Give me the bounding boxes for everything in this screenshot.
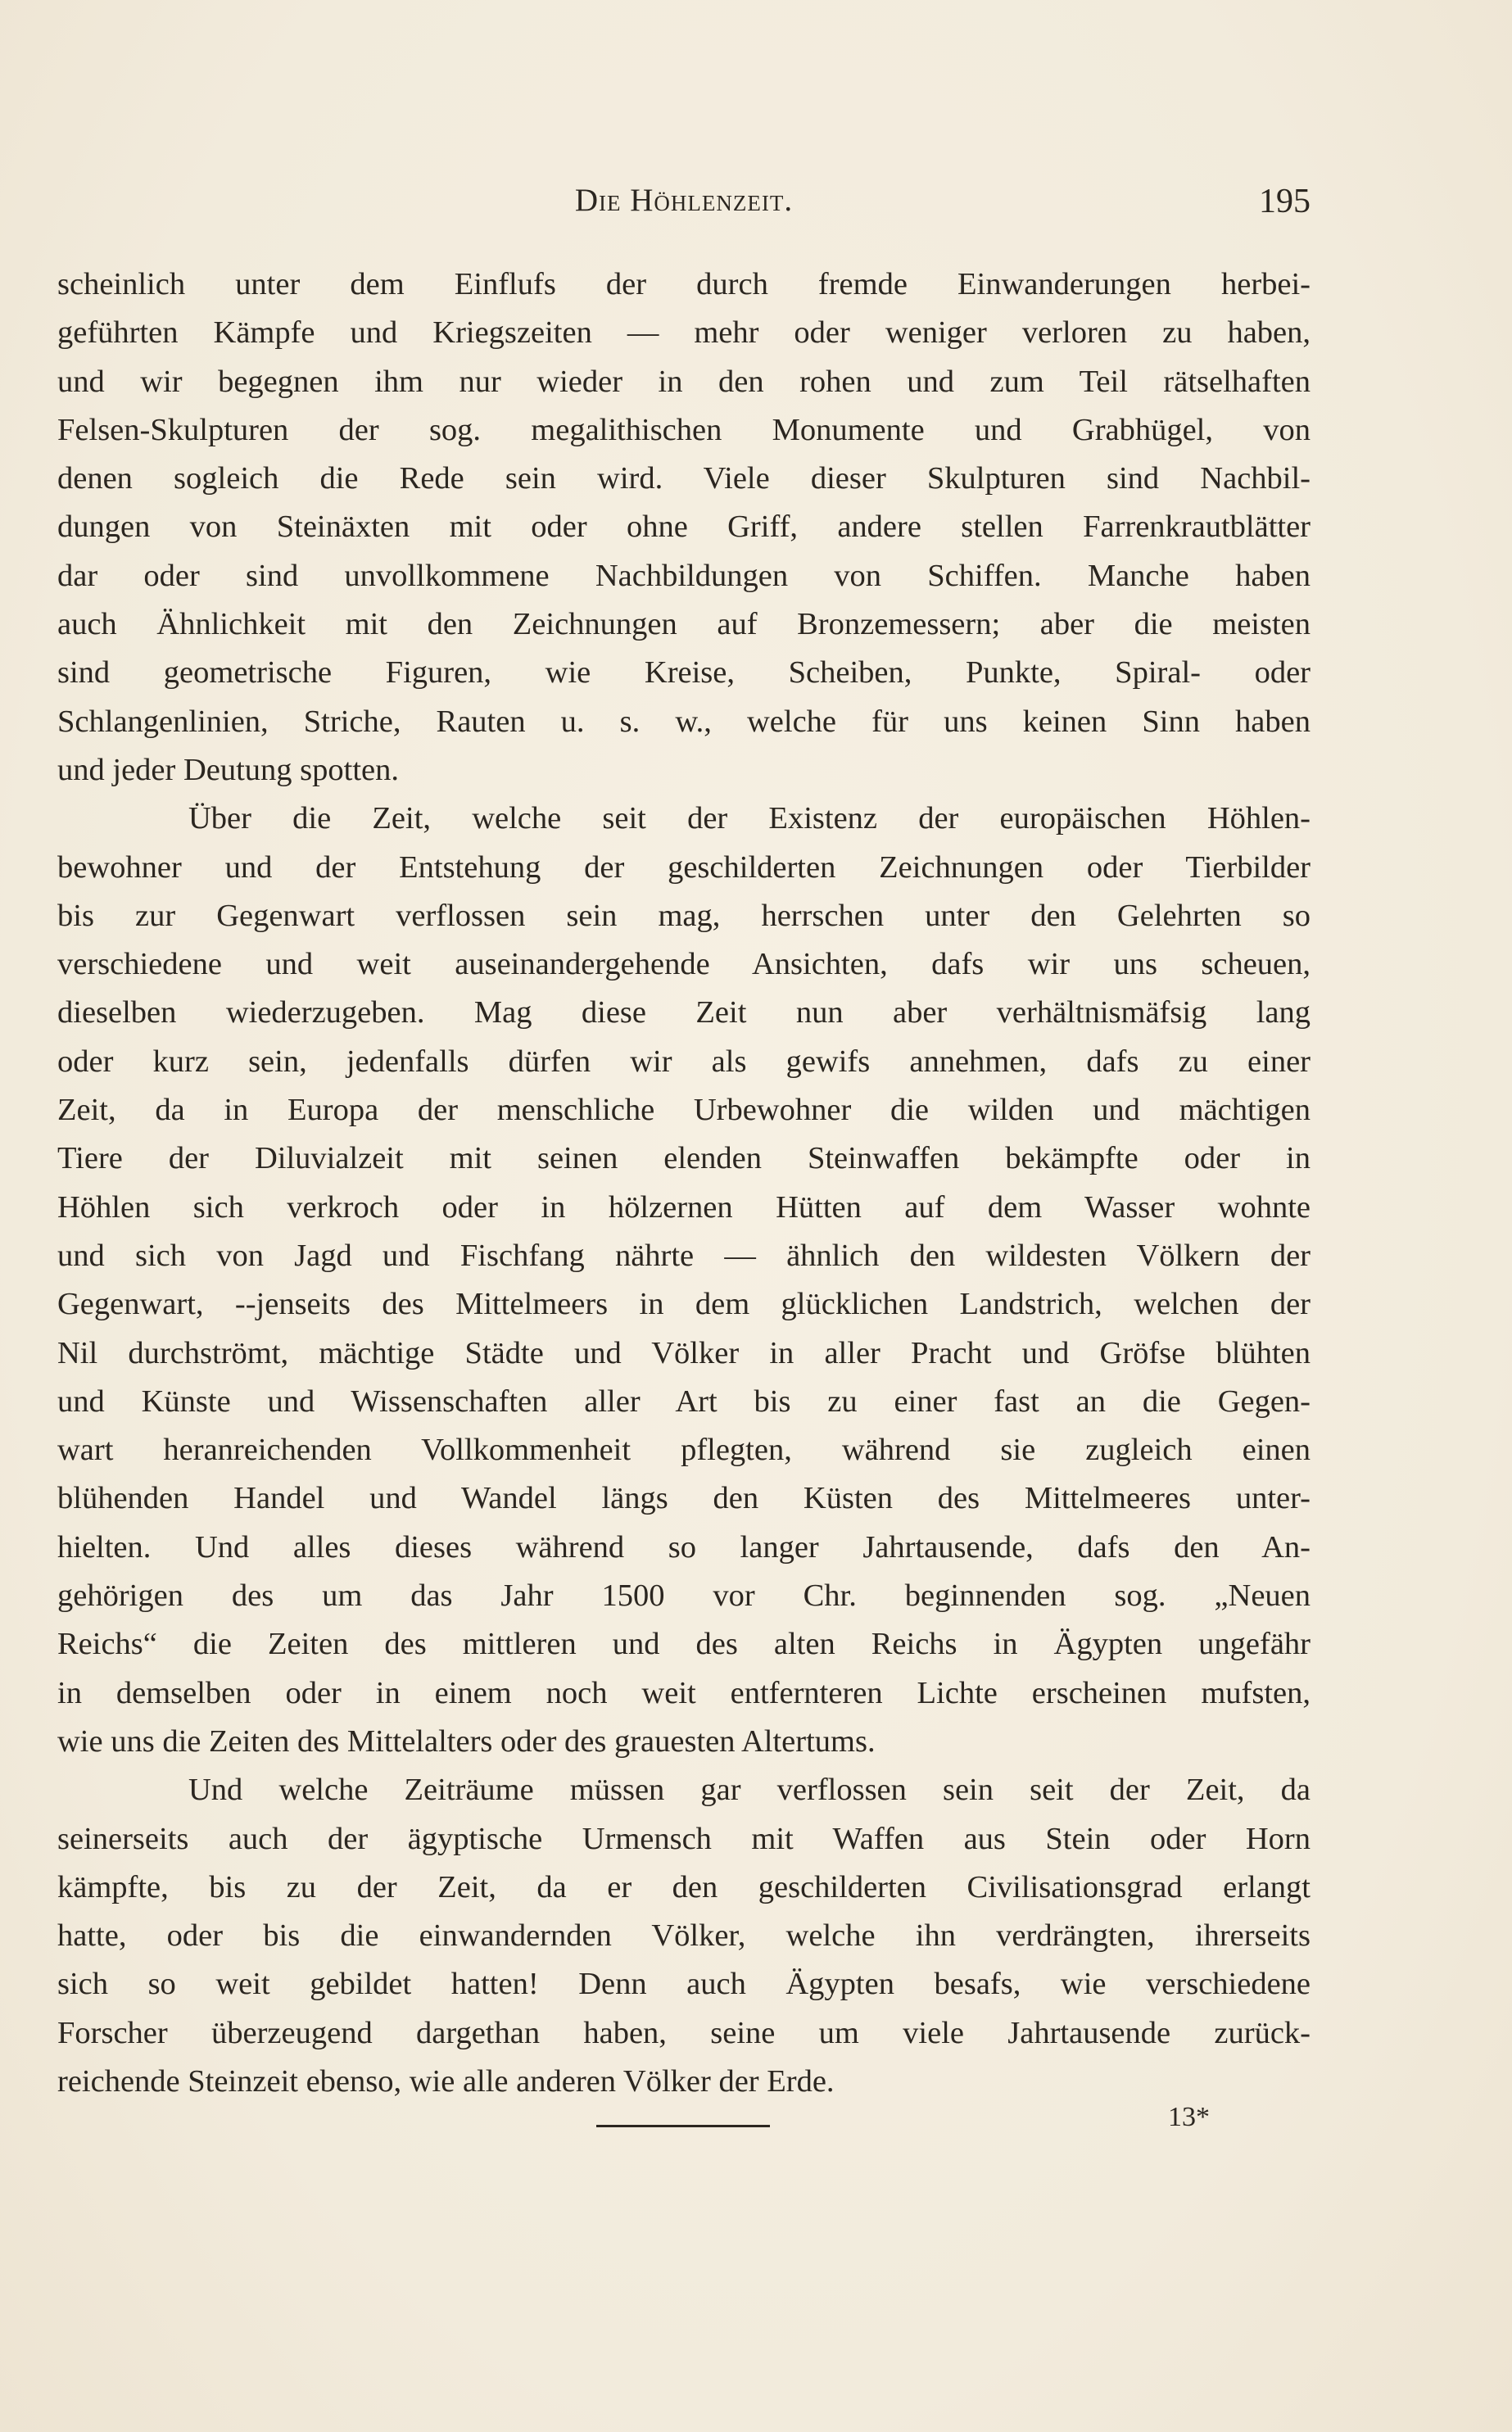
text-line: blühenden Handel und Wandel längs den Küsten des Mittelmeeres unter- bbox=[57, 1481, 1311, 1516]
running-title: Die Höhlenzeit. bbox=[574, 183, 794, 218]
page-number: 195 bbox=[1259, 183, 1311, 220]
text-line: geführten Kämpfe und Kriegszeiten — mehr oder weniger verloren zu haben, bbox=[57, 315, 1311, 351]
text-line: dieselben wiederzugeben. Mag diese Zeit nun aber verhältnismäfsig lang bbox=[57, 995, 1311, 1030]
paragraph-end-line: reichende Steinzeit ebenso, wie alle anderen Völker der Erde. bbox=[57, 2063, 835, 2099]
text-line: hatte, oder bis die einwandernden Völker, welche ihn verdrängten, ihrerseits bbox=[57, 1918, 1311, 1954]
text-line: bis zur Gegenwart verflossen sein mag, herrschen unter den Gelehrten so bbox=[57, 898, 1311, 933]
text-line: Felsen-Skulpturen der sog. megalithischen Monumente und Grabhügel, von bbox=[57, 412, 1311, 447]
paragraph-end-line: und jeder Deutung spotten. bbox=[57, 752, 399, 787]
text-line: Gegenwart, --jenseits des Mittelmeers in dem glücklichen Landstrich, welchen der bbox=[57, 1287, 1311, 1322]
text-line: dungen von Steinäxten mit oder ohne Griff, andere stellen Farrenkrautblätter bbox=[57, 509, 1311, 545]
paragraph-end-line: wie uns die Zeiten des Mittelalters oder des grauesten Altertums. bbox=[57, 1723, 876, 1759]
text-line: Tiere der Diluvialzeit mit seinen elenden Steinwaffen bekämpfte oder in bbox=[57, 1141, 1311, 1176]
text-line: Forscher überzeugend dargethan haben, seine um viele Jahrtausende zurück- bbox=[57, 2015, 1311, 2050]
text-line: hielten. Und alles dieses während so langer Jahrtausende, dafs den An- bbox=[57, 1529, 1311, 1565]
text-line: seinerseits auch der ägyptische Urmensch mit Waffen aus Stein oder Horn bbox=[57, 1821, 1311, 1856]
text-line: und wir begegnen ihm nur wieder in den rohen und zum Teil rätselhaften bbox=[57, 364, 1311, 399]
body-text bbox=[57, 260, 1311, 2106]
text-line: oder kurz sein, jedenfalls dürfen wir als gewifs annehmen, dafs zu einer bbox=[57, 1044, 1311, 1079]
text-line: bewohner und der Entstehung der geschilderten Zeichnungen oder Tierbilder bbox=[57, 849, 1311, 885]
text-line: gehörigen des um das Jahr 1500 vor Chr. beginnenden sog. „Neuen bbox=[57, 1578, 1311, 1614]
text-line: auch Ähnlichkeit mit den Zeichnungen auf Bronzemessern; aber die meisten bbox=[57, 607, 1311, 642]
running-head bbox=[57, 182, 1311, 223]
text-line: Zeit, da in Europa der menschliche Urbewohner die wilden und mächtigen bbox=[57, 1093, 1311, 1128]
text-line: scheinlich unter dem Einflufs der durch fremde Einwanderungen herbei- bbox=[57, 267, 1311, 301]
text-line: sind geometrische Figuren, wie Kreise, Scheiben, Punkte, Spiral- oder bbox=[57, 655, 1311, 691]
text-line: verschiedene und weit auseinandergehende Ansichten, dafs wir uns scheuen, bbox=[57, 947, 1311, 982]
text-line: Schlangenlinien, Striche, Rauten u. s. w., welche für uns keinen Sinn haben bbox=[57, 704, 1311, 739]
text-line: wart heranreichenden Vollkommenheit pflegten, während sie zugleich einen bbox=[57, 1433, 1311, 1468]
signature-mark: 13* bbox=[1168, 2102, 1210, 2132]
text-line: und sich von Jagd und Fischfang nährte — ähnlich den wildesten Völkern der bbox=[57, 1238, 1311, 1273]
text-line: Reichs“ die Zeiten des mittleren und des alten Reichs in Ägypten ungefähr bbox=[57, 1627, 1311, 1662]
text-line: in demselben oder in einem noch weit entfernteren Lichte erscheinen mufsten, bbox=[57, 1675, 1311, 1710]
text-line: dar oder sind unvollkommene Nachbildungen von Schiffen. Manche haben bbox=[57, 558, 1311, 593]
text-line: sich so weit gebildet hatten! Denn auch Ägypten besafs, wie verschiedene bbox=[57, 1967, 1311, 2002]
paragraph-start-line: Und welche Zeiträume müssen gar verflossen sein seit der Zeit, da bbox=[188, 1773, 1311, 1808]
text-line: Höhlen sich verkroch oder in hölzernen Hütten auf dem Wasser wohnte bbox=[57, 1189, 1311, 1225]
text-line: Nil durchströmt, mächtige Städte und Völker in aller Pracht und Gröfse blühten bbox=[57, 1335, 1311, 1370]
paragraph-start-line: Über die Zeit, welche seit der Existenz der europäischen Höhlen- bbox=[188, 801, 1311, 836]
text-line: und Künste und Wissenschaften aller Art bis zu einer fast an die Gegen- bbox=[57, 1384, 1311, 1419]
footer-rule bbox=[596, 2125, 770, 2127]
text-line: kämpfte, bis zu der Zeit, da er den geschilderten Civilisationsgrad erlangt bbox=[57, 1869, 1311, 1904]
text-line: denen sogleich die Rede sein wird. Viele dieser Skulpturen sind Nachbil- bbox=[57, 461, 1311, 496]
